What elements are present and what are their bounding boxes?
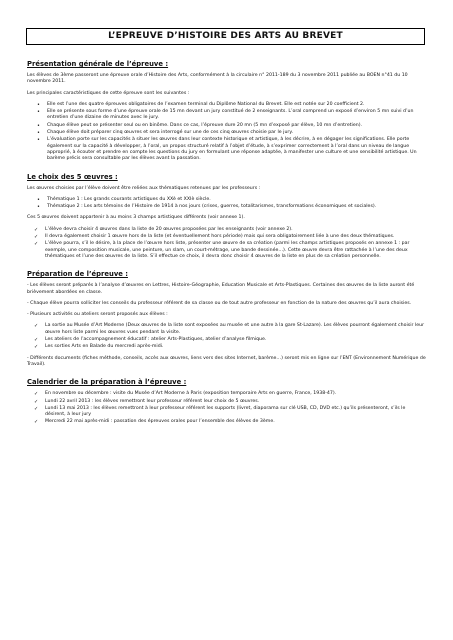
list-item: ✓ Lundi 13 mai 2013 : les élèves remettront à leur professeur référent les supports (livret, diaporama sur clé USB, CD, DVD etc.) qu’ils présenteront, s’ils le désirent, à leur jury: [45, 406, 426, 419]
document-body: [27, 52, 426, 431]
list-item: • Thématique 1 : Les grands courants artistiques du XXè et XXIè siècle.: [47, 197, 426, 203]
list-item: ✓ La sortie au Musée d’Art Moderne (Deux œuvres de la liste sont exposées au musée et une autre à la gare St-Lazare). Les élèves pourront également choisir leur œuvre hors liste parmi les œuvres vues pendant la visite.: [45, 323, 426, 336]
list-item: • Elle est l’une des quatre épreuves obligatoires de l’examen terminal du Diplôme National du Brevet. Elle est notée sur 20 coefficient 2.: [47, 102, 426, 108]
activities-list: [27, 323, 426, 350]
calendar-list: [27, 391, 426, 425]
choix-list: [27, 227, 426, 260]
list-item: ✓ Mercredi 22 mai après-midi : passation des épreuves orales pour l’ensemble des élèves de 3ème.: [45, 419, 426, 425]
list-item: ✓ Lundi 22 avril 2013 : les élèves remettront leur professeur référent leur choix de 5 œuvres.: [45, 399, 426, 405]
paragraph: Les élèves de 3ème passeront une épreuve orale d’Histoire des Arts, conformément à la circulaire n° 2011-189 du 3 novembre 2011 publiée au BOEN n°41 du 10 novembre 2011.: [27, 73, 408, 85]
paragraph: - Différents documents (fiches méthode, conseils, accès aux œuvres, liens vers des sites Internet, barème…) seront mis en ligne sur l’ENT (Environnement Numérique de Travail).: [27, 355, 426, 367]
paragraph: Les principales caractéristiques de cette épreuve sont les suivantes :: [27, 90, 190, 96]
list-item: ✓ En novembre ou décembre : visite du Musée d’Art Moderne à Paris (exposition temporaire Arts en guerre, France, 1938-47).: [45, 391, 426, 397]
heading-presentation: Présentation générale de l’épreuve :: [27, 60, 169, 68]
paragraph: Les œuvres choisies par l’élève doivent être reliées aux thématiques retenues par les professeurs :: [27, 185, 261, 191]
heading-calendrier: Calendrier de la préparation à l’épreuve :: [27, 378, 187, 387]
paragraph: - Les élèves seront préparés à l’analyse d’œuvres en Lettres, Histoire-Géographie, Education Musicale et Arts-Plastiques. Certaines des œuvres de la liste auront été brièvement abordées en classe.: [27, 283, 415, 295]
paragraph: - Plusieurs activités ou ateliers seront proposés aux élèves :: [27, 312, 168, 318]
themes-list: [27, 197, 426, 211]
list-item: ✓ Les ateliers de l’accompagnement éducatif : atelier Arts-Plastiques, atelier d’analyse filmique.: [45, 337, 426, 343]
list-item: • L’évaluation porte sur les capacités à situer les œuvres dans leur contexte historique et artistique, à les décrire, à en dégager les significations. Elle porte également sur la capacité à développer, à l’oral, un propos structuré relatif à l’objet d’étude, à s’exprimer correctement à l’oral dans un niveau de langue approprié, à écouter et prendre en compte les questions du jury en formulant une réponse adaptée, à manifester une culture et une sensibilité artistique. Un barème précis sera consultable par les élèves avant la passation.: [47, 137, 426, 162]
presentation-list: [27, 102, 426, 163]
paragraph: - Chaque élève pourra solliciter les conseils du professeur référent de sa classe ou de tout autre professeur en fonction de la nature des œuvres qu’il aura choisies.: [27, 300, 412, 306]
paragraph: Ces 5 œuvres doivent appartenir à au moins 3 champs artistiques différents (voir annexe 1).: [27, 215, 245, 221]
list-item: ✓ Les sorties Arts en Balade du mercredi après-midi.: [45, 344, 426, 350]
document-title: L’EPREUVE D’HISTOIRE DES ARTS AU BREVET: [26, 28, 425, 45]
list-item: • Chaque élève peut se présenter seul ou en binôme. Dans ce cas, l’épreuve dure 20 mn (5 mn d’exposé par élève, 10 mn d’entretien).: [47, 123, 426, 129]
heading-preparation: Préparation de l’épreuve :: [27, 270, 128, 279]
heading-choix: Le choix des 5 œuvres :: [27, 172, 118, 181]
list-item: ✓ L’élève devra choisir 4 œuvres dans la liste de 20 œuvres proposées par les enseignants (voir annexe 2).: [45, 227, 426, 233]
list-item: ✓ Il devra également choisir 1 œuvre hors de la liste (et éventuellement hors période) mais qui sera obligatoirement liée à une des deux thématiques.: [45, 234, 426, 240]
list-item: • Chaque élève doit préparer cinq œuvres et sera interrogé sur une de ces cinq œuvres choisie par le jury.: [47, 130, 426, 136]
list-item: ✓ L’élève pourra, s’il le désire, à la place de l’œuvre hors liste, présenter une œuvre de sa création (parmi les champs artistiques proposés en annexe 1 : par exemple, une composition musicale, une peinture, un slam, un court-métrage, une bande dessinée…). Cette œuvre devra être rattachée à l’une des deux thématiques et l’une des œuvres de la liste. S’il effectue ce choix, il devra donc choisir 4 œuvres de la liste en plus de sa création personnelle.: [45, 241, 426, 260]
list-item: • Elle se présente sous forme d’une épreuve orale de 15 mn devant un jury constitué de 2 enseignants. L’oral comprend un exposé d’environ 5 mn suivi d’un entretien d’une dizaine de minutes avec le jury.: [47, 109, 426, 122]
list-item: • Thématique 2 : Les arts témoins de l’Histoire de 1914 à nos jours (crises, guerres, totalitarismes, transformations économiques et sociales).: [47, 204, 426, 210]
